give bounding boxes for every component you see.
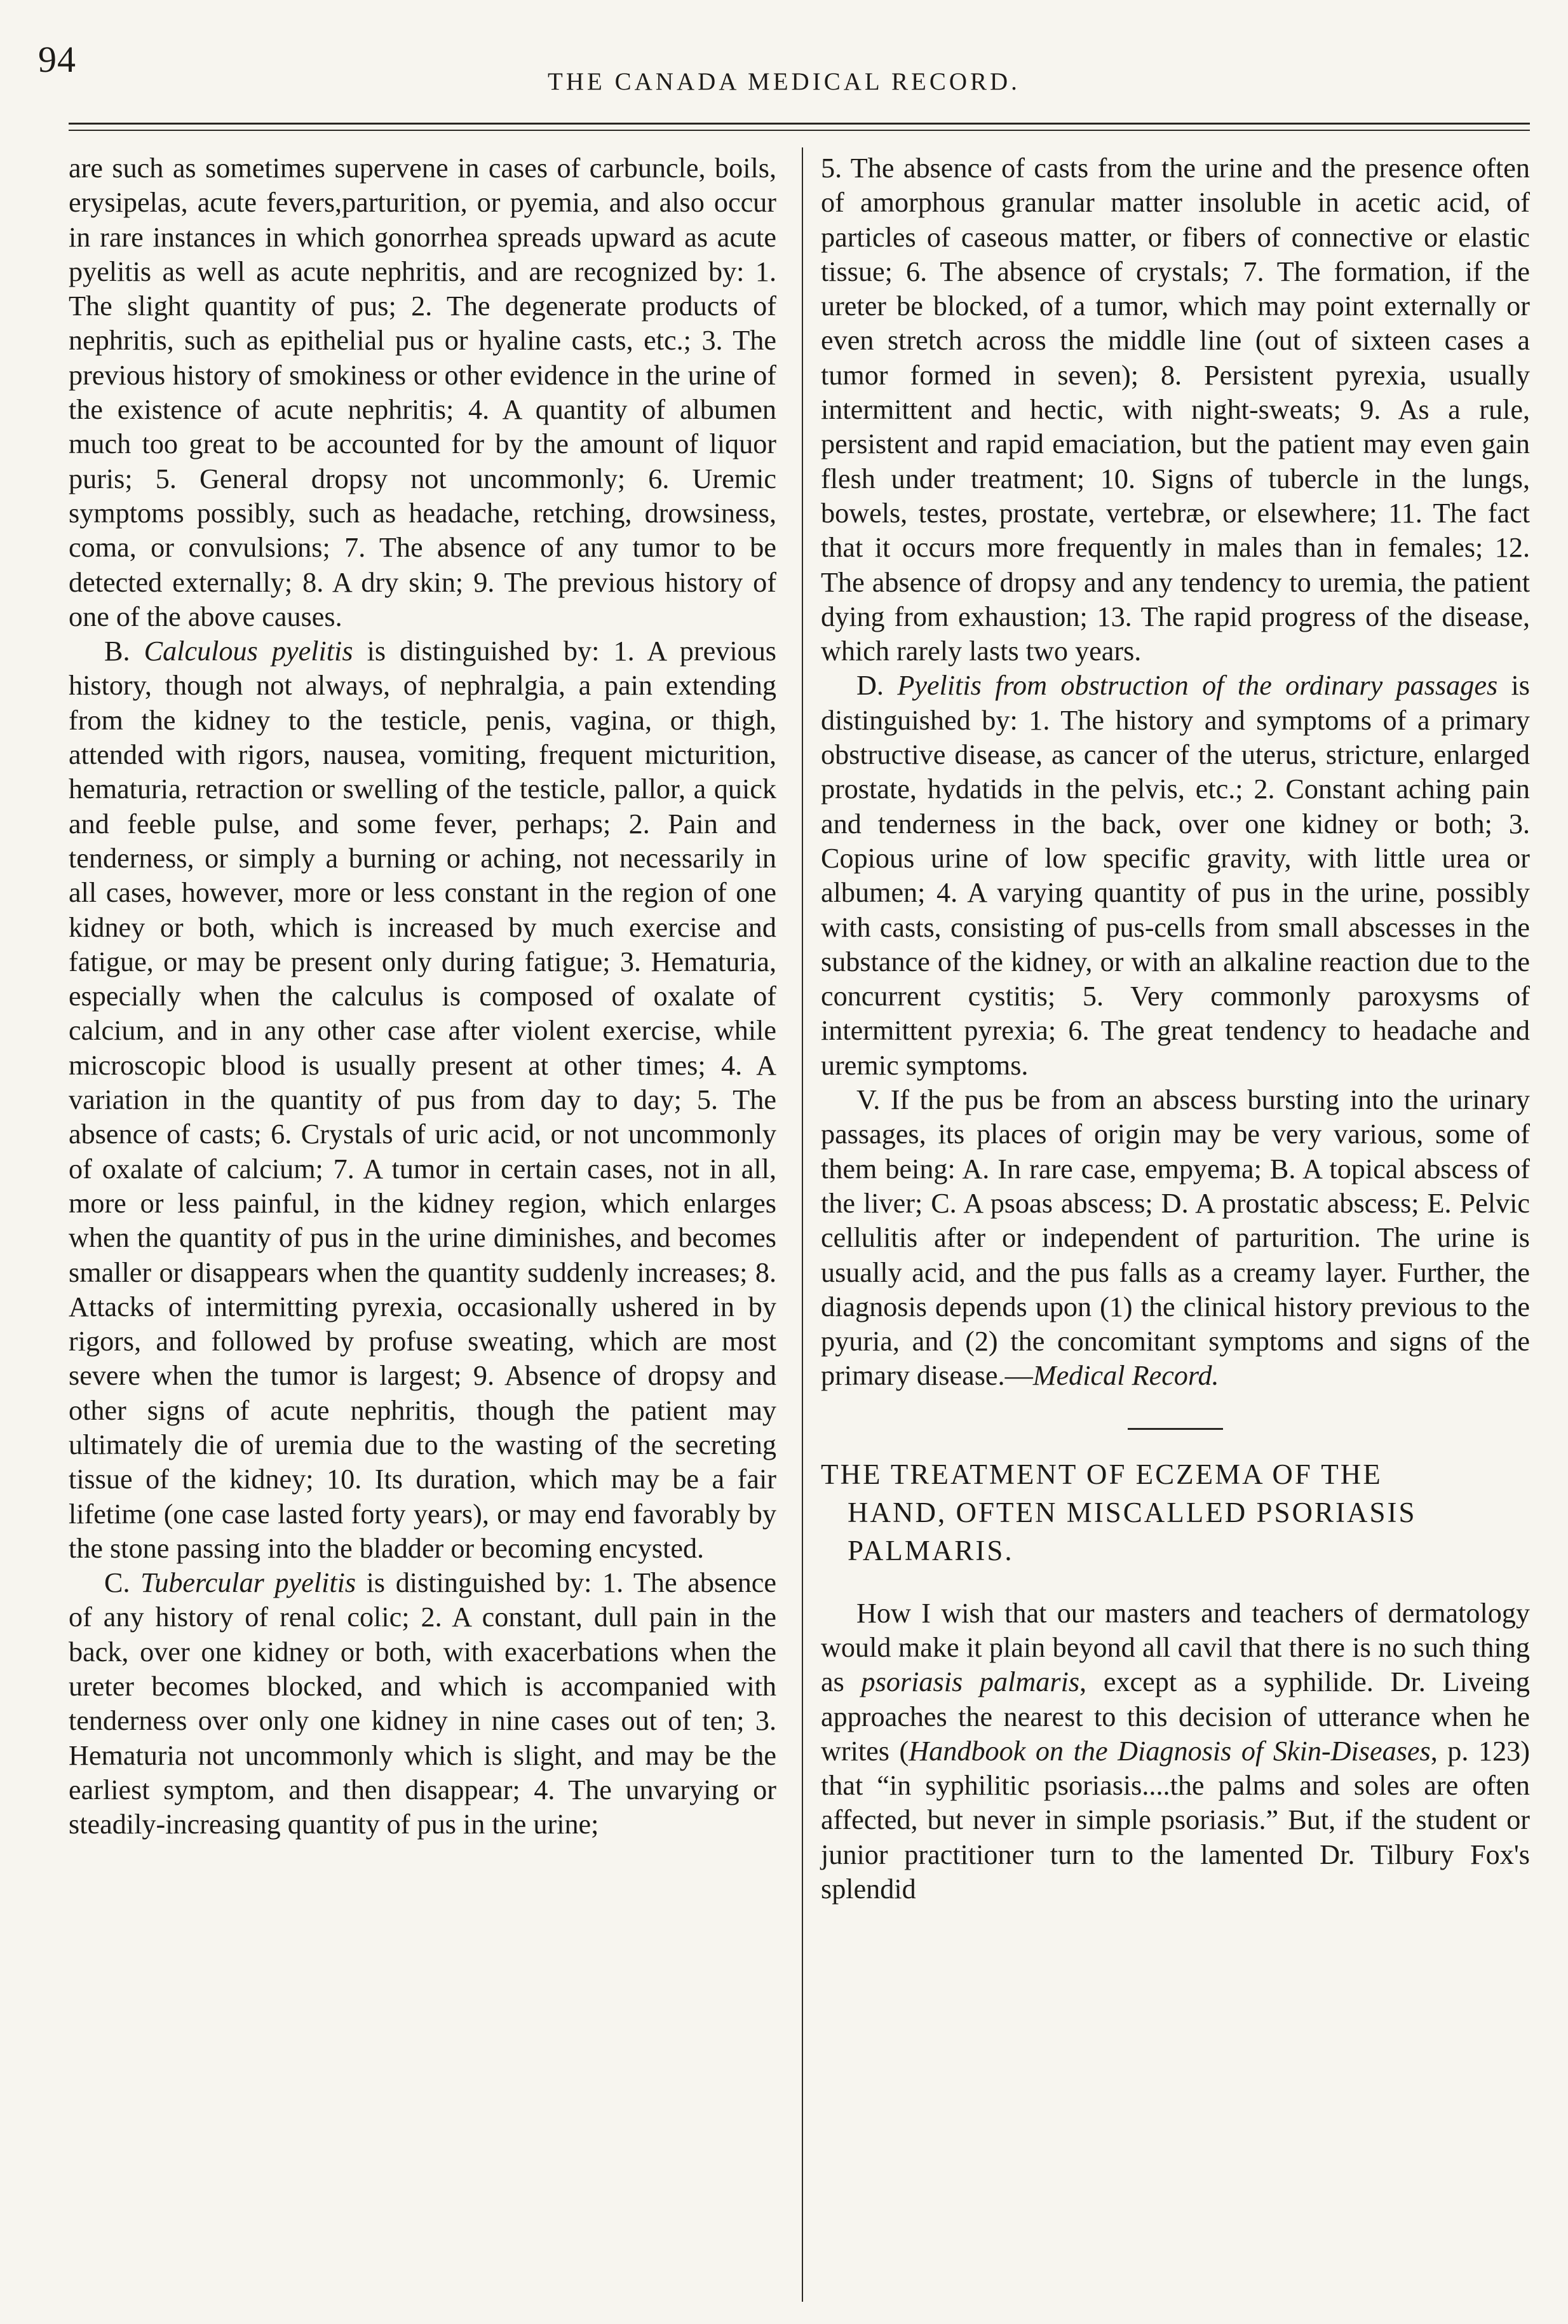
paragraph (69, 151, 776, 634)
text-segment: How I wish that our masters and teachers of dermatology would make it plain beyond all cavil that there is no such thing as (821, 1597, 1530, 1698)
paragraph (821, 1083, 1530, 1394)
header-rule-lower (69, 130, 1530, 131)
text-segment: D. (856, 670, 898, 702)
text-segment: C. (104, 1567, 141, 1599)
page-header (0, 38, 1568, 108)
text-segment: is distinguished by: 1. The history and symptoms of a primary obstructive disease, as cancer of the uterus, stricture, enlarged prostate, hydatids in the pelvis, etc.; 2. Constant aching pain and tenderness in the back, over one kidney or both; 3. Copious urine of low specific gravity, with little urea or albumen; 4. A varying quantity of pus in the urine, possibly with casts, consisting of pus-cells from small abscesses in the substance of the kidney, or with an alkaline reaction due to the concurrent cystitis; 5. Very commonly paroxysms of intermittent pyrexia; 6. The great tendency to headache and uremic symptoms. (821, 670, 1530, 1081)
text-segment: is distinguished by: 1. The absence of any history of renal colic; 2. A constant, dull pain in the back, over one kidney or both, with exacerbations when the ureter becomes blocked, and which is accompanied with tenderness over only one kidney in nine cases out of ten; 3. Hematuria not uncommonly which is slight, and may be the earliest symptom, and then disappear; 4. The unvarying or steadily-increasing quantity of pus in the urine; (69, 1567, 777, 1840)
left-column (69, 151, 776, 1842)
article-body (821, 1596, 1530, 1907)
text-segment: 5. The absence of casts from the urine and the presence often of amorphous granular matter insoluble in acetic acid, of particles of caseous matter, or fibers of connective or elastic tissue; 6. The absence of crystals; 7. The formation, if the ureter be blocked, of a tumor, which may point externally or even stretch across the middle line (out of sixteen cases a tumor formed in seven); 8. Persistent pyrexia, usually intermittent and hectic, with night-sweats; 9. As a rule, persistent and rapid emaciation, but the patient may even gain flesh under treatment; 10. Signs of tubercle in the lungs, bowels, testes, prostate, vertebræ, or elsewhere; 11. The fact that it occurs more frequently in males than in females; 12. The absence of dropsy and any tendency to uremia, the patient dying from exhaustion; 13. The rapid progress of the disease, which rarely lasts two years. (821, 153, 1530, 667)
text-segment: is distinguished by: 1. A previous history, though not always, of nephralgia, a pain extending from the kidney to the testicle, penis, vagina, or thigh, attended with rigors, nausea, vomiting, frequent micturition, hematuria, retraction or swelling of the testicle, pallor, a quick and feeble pulse, and some fever, perhaps; 2. Pain and tenderness, or simply a burning or aching, not necessarily in all cases, however, more or less constant in the region of one kidney or both, which is increased by much exercise and fatigue, or may be present only during fatigue; 3. Hematuria, especially when the calculus is composed of oxalate of calcium, and in any other case after violent exercise, while microscopic blood is usually present at other times; 4. A variation in the quantity of pus from day to day; 5. The absence of casts; 6. Crystals of uric acid, or not uncommonly of oxalate of calcium; 7. A tumor in certain cases, not in all, more or less painful, in the kidney region, which enlarges when the quantity of pus in the urine diminishes, and becomes smaller or disappears when the quantity suddenly increases; 8. Attacks of intermitting pyrexia, occasionally ushered in by rigors, and followed by profuse sweating, which are most severe when the tumor is largest; 9. Absence of dropsy and other signs of acute nephritis, though the patient may ultimately die of uremia due to the wasting of the secreting tissue of the kidney; 10. Its duration, which may be a fair lifetime (one case lasted forty years), or may end favorably by the stone passing into the bladder or becoming encysted. (69, 635, 776, 1564)
running-title: THE CANADA MEDICAL RECORD. (548, 68, 1020, 95)
italic-text-segment: Pyelitis from obstruction of the ordinary passages (897, 670, 1498, 702)
text-segment: are such as sometimes supervene in cases of carbuncle, boils, erysipelas, acute fevers,parturition, or pyemia, and also occur in rare instances in which gonorrhea spreads upward as acute pyelitis as well as acute nephritis, and are recognized by: 1. The slight quantity of pus; 2. The degenerate products of nephritis, such as epithelial pus or hyaline casts, etc.; 3. The previous history of smokiness or other evidence in the urine of the existence of acute nephritis; 4. A quantity of albumen much too great to be accounted for by the amount of liquor puris; 5. General dropsy not uncommonly; 6. Uremic symptoms possibly, such as headache, retching, drowsiness, coma, or convulsions; 7. The absence of any tumor to be detected externally; 8. A dry skin; 9. The previous history of one of the above causes. (69, 153, 776, 632)
paragraph (821, 1596, 1530, 1907)
paragraph (69, 634, 776, 1566)
article-title-line-1: THE TREATMENT OF ECZEMA OF THE (821, 1458, 1382, 1490)
column-divider (802, 147, 803, 2302)
article-title-line-2: HAND, OFTEN MISCALLED PSORIASIS PALMARIS. (848, 1496, 1417, 1566)
italic-text-segment: Medical Record. (1032, 1360, 1219, 1392)
page-number: 94 (38, 39, 76, 80)
text-segment: B. (104, 635, 144, 667)
section-divider-rule (1128, 1428, 1223, 1430)
paragraph (821, 151, 1530, 669)
text-segment: V. If the pus be from an abscess bursting into the urinary passages, its places of origin may be very various, some of them being: A. In rare case, empyema; B. A topical abscess of the liver; C. A psoas abscess; D. A prostatic abscess; E. Pelvic cellulitis after or independent of parturition. The urine is usually acid, and the pus falls as a creamy layer. Further, the diagnosis depends upon (1) the clinical history previous to the pyuria, and (2) the concomitant symptoms and signs of the primary disease.— (821, 1084, 1530, 1392)
article-title (821, 1455, 1530, 1570)
text-segment: , p. 123) that “in syphilitic psoriasis....the palms and soles are often affected, but never in simple psoriasis.” But, if the student or junior practitioner turn to the lamented Dr. Tilbury Fox's splendid (821, 1735, 1530, 1905)
italic-text-segment: psoriasis palmaris (861, 1666, 1080, 1698)
paragraph (821, 669, 1530, 1083)
italic-text-segment: Calculous pyelitis (144, 635, 353, 667)
paragraph (69, 1566, 776, 1842)
right-column (821, 151, 1530, 1906)
italic-text-segment: Handbook on the Diagnosis of Skin-Diseases (909, 1735, 1431, 1767)
italic-text-segment: Tubercular pyelitis (140, 1567, 356, 1599)
text-segment: , except as a syphilide. Dr. Liveing approaches the nearest to this decision of utterance when he writes ( (821, 1666, 1530, 1767)
right-column-body (821, 151, 1530, 1394)
header-rule-upper (69, 123, 1530, 125)
